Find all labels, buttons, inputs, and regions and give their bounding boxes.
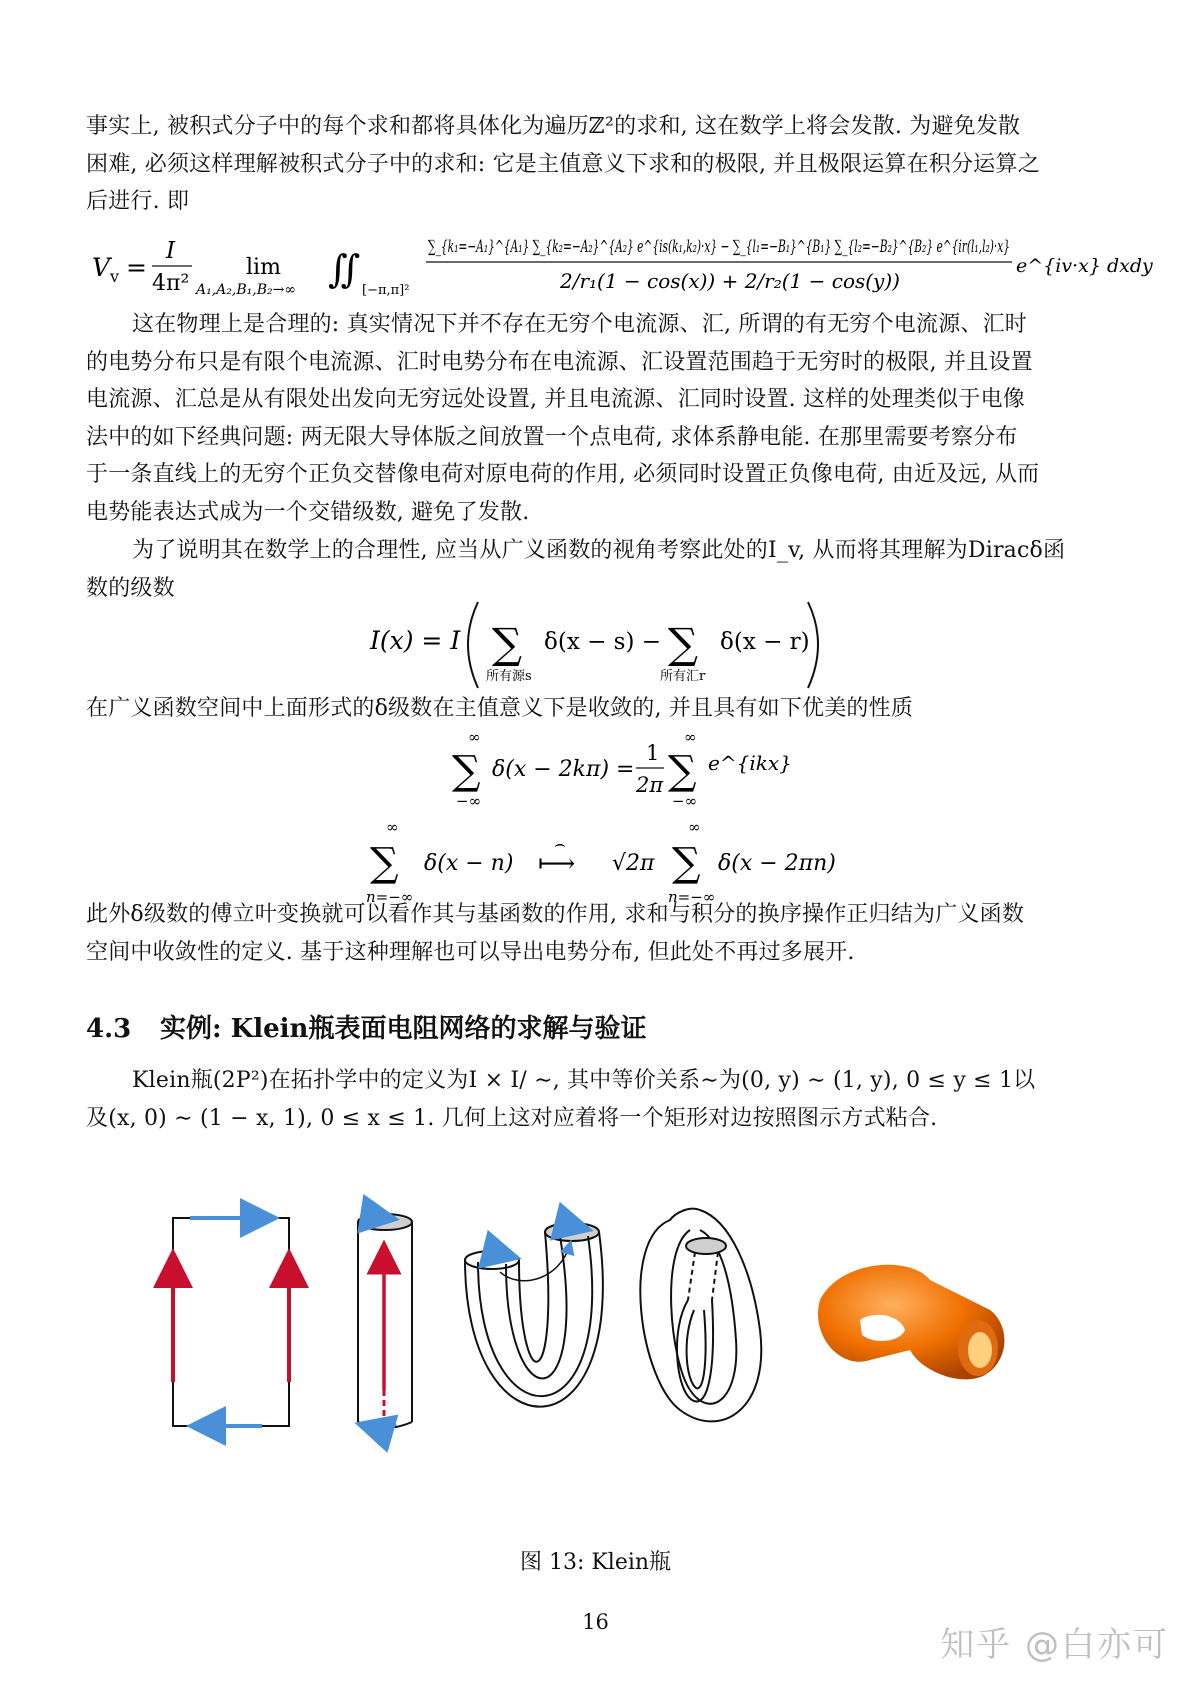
text-line: Klein瓶(2P²)在拓扑学中的定义为I × I/ ∼, 其中等价关系∼为(0, y) ∼ (1, y), 0 ≤ y ≤ 1以: [132, 1068, 1036, 1093]
text-line: 为了说明其在数学上的合理性, 应当从广义函数的视角考察此处的I_v, 从而将其理解为Diracδ函: [132, 538, 1066, 563]
text-line: 空间中收敛性的定义. 基于这种理解也可以导出电势分布, 但此处不再过多展开.: [86, 939, 855, 965]
klein-immersion-diagram: [640, 1209, 761, 1422]
eq-p-lhs: δ(x − 2kπ) =: [492, 757, 635, 782]
eq-p-rhs: e^{ikx}: [708, 751, 792, 775]
eq-i-sum2: ∑: [668, 619, 698, 668]
text-line: 的电势分布只是有限个电流源、汇时电势分布在电流源、汇设置范围趋于无穷时的极限, 并且设置: [86, 349, 1033, 375]
section-number: 4.3: [86, 1014, 132, 1044]
text-line: 于一条直线上的无穷个正负交替像电荷对原电荷的作用, 必须同时设置正负像电荷, 由近及远, 从而: [86, 462, 1040, 487]
bent-tube-diagram: [465, 1223, 603, 1407]
eq-i-term1: δ(x − s) −: [544, 629, 662, 655]
eq-p-lower1: −∞: [456, 792, 482, 810]
eq-coef-den: 4π²: [152, 271, 190, 296]
text-line: 电势能表达式成为一个交错级数, 避免了发散.: [86, 499, 530, 525]
section-heading: [86, 1008, 646, 1045]
equation-poisson: [0, 730, 1191, 814]
eq-denominator: 2/r₁(1 − cos(x)) + 2/r₂(1 − cos(y)): [560, 269, 900, 293]
eq-f-arrow: ⟼: [538, 849, 576, 879]
eq-coef-num: I: [166, 238, 176, 264]
eq-f-sqrt: √2π: [612, 851, 655, 876]
klein-bottle-render: [818, 1265, 1004, 1380]
paragraph-physics: [86, 306, 1108, 531]
eq-f-lower1: n=−∞: [366, 888, 414, 906]
eq-f-upper1: ∞: [386, 818, 399, 836]
eq-p-frac-den: 2π: [636, 773, 664, 797]
eq-p-upper2: ∞: [684, 730, 697, 746]
text-line: 在广义函数空间中上面形式的δ级数在主值意义下是收敛的, 并且具有如下优美的性质: [86, 696, 914, 721]
eq-p-upper1: ∞: [468, 730, 481, 746]
eq-lim-sub: A₁,A₂,B₁,B₂→∞: [196, 282, 296, 298]
text-line: 事实上, 被积式分子中的每个求和都将具体化为遍历ℤ²的求和, 这在数学上将会发散. 为避免发散: [86, 114, 1021, 139]
paragraph-divergence: [86, 108, 1108, 221]
eq-lim: lim: [246, 255, 281, 280]
eq-f-sum2: ∑: [672, 840, 701, 886]
text-line: 后进行. 即: [86, 189, 190, 214]
text-line: 法中的如下经典问题: 两无限大导体版之间放置一个点电荷, 求体系静电能. 在那里需要考察分布: [86, 424, 1018, 450]
eq-p-sum1: ∑: [452, 748, 481, 794]
text-line: 此外δ级数的傅立叶变换就可以看作其与基函数的作用, 求和与积分的换序操作正归结为广义函数: [86, 902, 1025, 927]
eq-p-lower2: −∞: [672, 792, 698, 810]
eq-f-sum1: ∑: [370, 840, 399, 886]
equation-delta-series: [0, 592, 1191, 702]
eq-lhs: V: [92, 253, 111, 282]
fundamental-square: [173, 1218, 289, 1426]
klein-bottle-figure: [0, 1160, 1191, 1460]
page-number: 16: [582, 1610, 609, 1634]
eq-i-lhs: I(x) = I: [370, 626, 461, 655]
eq-numerator: ∑_{k₁=−A₁}^{A₁} ∑_{k₂=−A₂}^{A₂} e^{is(k₁,k₂)·x} − ∑_{l₁=−B₁}^{B₁} ∑_{l₂=−B₂}^{B₂} e^{ir(l₁,l₂)·x}: [428, 237, 1010, 257]
eq-f-lhs: δ(x − n): [424, 851, 514, 876]
paragraph-fourier: [86, 896, 1108, 971]
cylinder-diagram: [358, 1214, 412, 1428]
eq-f-lower2: n=−∞: [668, 888, 716, 906]
eq-i-sub1: 所有源s: [486, 669, 532, 684]
eq-p-sum2: ∑: [668, 748, 697, 794]
eq-f-hat: ⌢: [554, 834, 566, 855]
text-line: 这在物理上是合理的: 真实情况下并不存在无穷个电流源、汇, 所谓的有无穷个电流源、汇时: [132, 312, 1027, 337]
eq-lhs-sub: v: [110, 267, 120, 286]
paragraph-convergence: [86, 690, 1108, 728]
eq-f-rhs: δ(x − 2πn): [718, 851, 836, 876]
eq-integral-sub: [−π,π]²: [362, 283, 410, 298]
text-line: 数的级数: [86, 575, 175, 601]
eq-integral: ∬: [328, 247, 361, 291]
paragraph-klein-definition: [86, 1062, 1108, 1137]
eq-f-upper2: ∞: [688, 818, 701, 836]
watermark-text: 知乎 @白亦可: [940, 1625, 1169, 1665]
text-line: 及(x, 0) ∼ (1 − x, 1), 0 ≤ x ≤ 1. 几何上这对应着将一个矩形对边按照图示方式粘合.: [86, 1105, 938, 1131]
eq-p-frac-num: 1: [646, 741, 660, 765]
figure-caption: 图 13: Klein瓶: [519, 1550, 672, 1575]
eq-tail: e^{iv·x} dxdy: [1016, 255, 1153, 277]
eq-equals: =: [126, 253, 147, 282]
section-title: 实例: Klein瓶表面电阻网络的求解与验证: [160, 1014, 647, 1044]
eq-i-term2: δ(x − r): [720, 629, 810, 655]
equation-potential-svg: [0, 222, 1191, 312]
eq-i-sub2: 所有汇r: [660, 669, 706, 684]
text-line: 困难, 必须这样理解被积式分子中的求和: 它是主值意义下求和的极限, 并且极限运算在积分运算之: [86, 151, 1040, 177]
text-line: 电流源、汇总是从有限处出发向无穷远处设置, 并且电流源、汇同时设置. 这样的处理类似于电像: [86, 387, 1025, 412]
eq-i-sum1: ∑: [492, 619, 522, 668]
